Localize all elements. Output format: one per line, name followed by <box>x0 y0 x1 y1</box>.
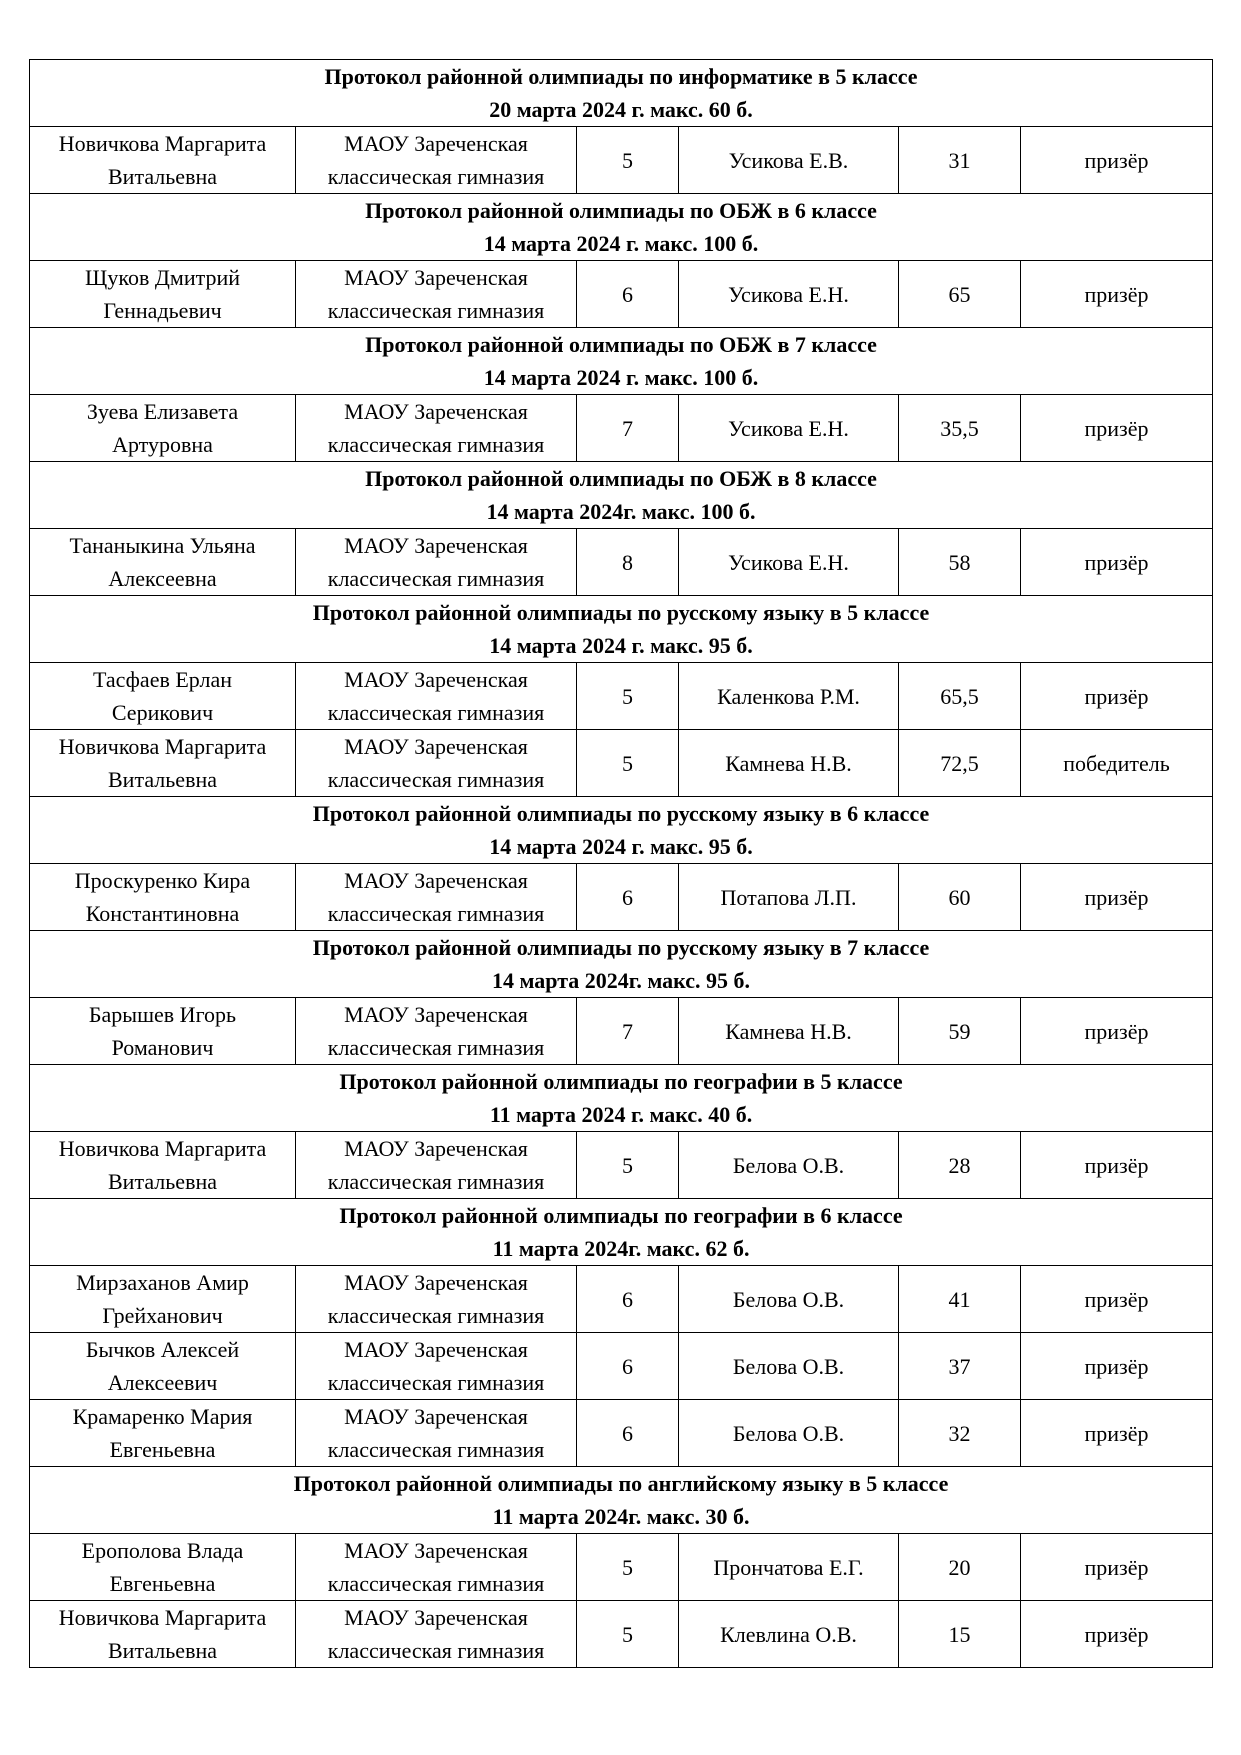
teacher-cell: Клевлина О.В. <box>679 1601 899 1668</box>
participant-row <box>30 998 1213 1065</box>
teacher-cell: Усикова Е.Н. <box>679 261 899 328</box>
grade-cell: 5 <box>577 1132 679 1199</box>
teacher-cell: Прончатова Е.Г. <box>679 1534 899 1601</box>
participant-row <box>30 1333 1213 1400</box>
participant-name <box>30 663 296 730</box>
participant-name <box>30 864 296 931</box>
teacher-cell: Белова О.В. <box>679 1333 899 1400</box>
section-title: Протокол районной олимпиады по английскому языку в 5 классе <box>293 1471 949 1496</box>
school-name <box>296 998 577 1065</box>
participant-name <box>30 127 296 194</box>
school-name-line-1: МАОУ Зареченская <box>344 1136 528 1161</box>
school-name-line-1: МАОУ Зареченская <box>344 131 528 156</box>
participant-surname-name: Бычков Алексей <box>85 1337 240 1362</box>
status-cell: призёр <box>1021 1534 1213 1601</box>
participant-surname-name: Зуева Елизавета <box>86 399 239 424</box>
score-cell: 65 <box>899 261 1021 328</box>
grade-cell: 5 <box>577 730 679 797</box>
section-subtitle: 11 марта 2024 г. макс. 40 б. <box>489 1102 753 1127</box>
score-cell: 35,5 <box>899 395 1021 462</box>
section-header <box>30 1199 1213 1266</box>
grade-cell: 6 <box>577 864 679 931</box>
participant-patronymic: Алексеевич <box>107 1370 218 1395</box>
status-cell: призёр <box>1021 127 1213 194</box>
status-cell: призёр <box>1021 395 1213 462</box>
school-name-line-2: классическая гимназия <box>327 164 545 189</box>
score-cell: 60 <box>899 864 1021 931</box>
section-header-row <box>30 194 1213 261</box>
school-name <box>296 395 577 462</box>
participant-surname-name: Новичкова Маргарита <box>58 1605 267 1630</box>
section-title: Протокол районной олимпиады по ОБЖ в 6 классе <box>365 198 877 223</box>
participant-patronymic: Евгеньевна <box>109 1437 216 1462</box>
participant-name <box>30 730 296 797</box>
section-subtitle: 14 марта 2024 г. макс. 95 б. <box>489 633 753 658</box>
participant-surname-name: Новичкова Маргарита <box>58 131 267 156</box>
section-header <box>30 1065 1213 1132</box>
school-name-line-2: классическая гимназия <box>327 432 545 457</box>
school-name <box>296 1266 577 1333</box>
section-header-row <box>30 328 1213 395</box>
section-title: Протокол районной олимпиады по географии в 6 классе <box>339 1203 903 1228</box>
score-cell: 20 <box>899 1534 1021 1601</box>
participant-row <box>30 395 1213 462</box>
section-subtitle: 20 марта 2024 г. макс. 60 б. <box>489 97 753 122</box>
teacher-cell: Камнева Н.В. <box>679 730 899 797</box>
participant-surname-name: Крамаренко Мария <box>72 1404 253 1429</box>
section-subtitle: 14 марта 2024г. макс. 95 б. <box>491 968 751 993</box>
section-header-row <box>30 797 1213 864</box>
section-header <box>30 931 1213 998</box>
section-header-row <box>30 60 1213 127</box>
section-header <box>30 1467 1213 1534</box>
section-header-row <box>30 931 1213 998</box>
status-cell: призёр <box>1021 663 1213 730</box>
participant-name <box>30 395 296 462</box>
score-cell: 72,5 <box>899 730 1021 797</box>
section-subtitle: 11 марта 2024г. макс. 62 б. <box>492 1236 750 1261</box>
participant-name <box>30 1333 296 1400</box>
grade-cell: 6 <box>577 261 679 328</box>
participant-row <box>30 1266 1213 1333</box>
school-name <box>296 261 577 328</box>
school-name-line-1: МАОУ Зареченская <box>344 667 528 692</box>
school-name <box>296 1333 577 1400</box>
participant-name <box>30 1266 296 1333</box>
participant-row <box>30 127 1213 194</box>
participant-surname-name: Проскуренко Кира <box>74 868 251 893</box>
teacher-cell: Усикова Е.Н. <box>679 529 899 596</box>
status-cell: призёр <box>1021 529 1213 596</box>
status-cell: призёр <box>1021 1333 1213 1400</box>
participant-surname-name: Новичкова Маргарита <box>58 734 267 759</box>
teacher-cell: Белова О.В. <box>679 1266 899 1333</box>
teacher-cell: Усикова Е.В. <box>679 127 899 194</box>
participant-patronymic: Алексеевна <box>108 566 217 591</box>
section-header <box>30 596 1213 663</box>
school-name-line-1: МАОУ Зареченская <box>344 265 528 290</box>
school-name <box>296 730 577 797</box>
score-cell: 15 <box>899 1601 1021 1668</box>
status-cell: призёр <box>1021 1266 1213 1333</box>
school-name-line-2: классическая гимназия <box>327 901 545 926</box>
section-title: Протокол районной олимпиады по русскому языку в 7 классе <box>312 935 930 960</box>
score-cell: 65,5 <box>899 663 1021 730</box>
section-subtitle: 14 марта 2024 г. макс. 100 б. <box>483 365 759 390</box>
school-name-line-1: МАОУ Зареченская <box>344 1337 528 1362</box>
teacher-cell: Каленкова Р.М. <box>679 663 899 730</box>
section-header <box>30 797 1213 864</box>
school-name-line-1: МАОУ Зареченская <box>344 734 528 759</box>
teacher-cell: Камнева Н.В. <box>679 998 899 1065</box>
grade-cell: 7 <box>577 395 679 462</box>
participant-patronymic: Константиновна <box>85 901 240 926</box>
school-name-line-2: классическая гимназия <box>327 767 545 792</box>
participant-row <box>30 730 1213 797</box>
school-name <box>296 1400 577 1467</box>
participant-surname-name: Тасфаев Ерлан <box>92 667 233 692</box>
section-header-row <box>30 1065 1213 1132</box>
school-name <box>296 529 577 596</box>
school-name-line-2: классическая гимназия <box>327 298 545 323</box>
participant-name <box>30 1534 296 1601</box>
participant-row <box>30 663 1213 730</box>
school-name <box>296 1601 577 1668</box>
school-name-line-2: классическая гимназия <box>327 1571 545 1596</box>
section-title: Протокол районной олимпиады по русскому языку в 6 классе <box>312 801 930 826</box>
school-name-line-1: МАОУ Зареченская <box>344 1404 528 1429</box>
participant-row <box>30 1601 1213 1668</box>
section-header-row <box>30 462 1213 529</box>
grade-cell: 5 <box>577 127 679 194</box>
section-header-row <box>30 1467 1213 1534</box>
participant-row <box>30 1400 1213 1467</box>
status-cell: призёр <box>1021 1132 1213 1199</box>
grade-cell: 6 <box>577 1400 679 1467</box>
school-name-line-2: классическая гимназия <box>327 1169 545 1194</box>
participant-patronymic: Романович <box>111 1035 214 1060</box>
score-cell: 59 <box>899 998 1021 1065</box>
participant-patronymic: Витальевна <box>108 767 217 792</box>
school-name-line-1: МАОУ Зареченская <box>344 1538 528 1563</box>
olympiad-protocol-table <box>29 59 1213 1668</box>
section-header <box>30 60 1213 127</box>
section-header <box>30 328 1213 395</box>
section-header <box>30 194 1213 261</box>
section-subtitle: 14 марта 2024 г. макс. 100 б. <box>483 231 759 256</box>
score-cell: 58 <box>899 529 1021 596</box>
teacher-cell: Белова О.В. <box>679 1400 899 1467</box>
school-name-line-2: классическая гимназия <box>327 1370 545 1395</box>
status-cell: призёр <box>1021 261 1213 328</box>
participant-surname-name: Ерополова Влада <box>81 1538 244 1563</box>
participant-patronymic: Евгеньевна <box>109 1571 216 1596</box>
section-subtitle: 14 марта 2024г. макс. 100 б. <box>486 499 756 524</box>
participant-patronymic: Артуровна <box>112 432 213 457</box>
school-name-line-2: классическая гимназия <box>327 566 545 591</box>
school-name <box>296 127 577 194</box>
school-name-line-2: классическая гимназия <box>327 700 545 725</box>
participant-row <box>30 261 1213 328</box>
status-cell: призёр <box>1021 998 1213 1065</box>
participant-patronymic: Витальевна <box>108 164 217 189</box>
participant-row <box>30 1132 1213 1199</box>
section-title: Протокол районной олимпиады по ОБЖ в 8 классе <box>365 466 877 491</box>
participant-surname-name: Новичкова Маргарита <box>58 1136 267 1161</box>
school-name <box>296 1534 577 1601</box>
teacher-cell: Усикова Е.Н. <box>679 395 899 462</box>
status-cell: призёр <box>1021 864 1213 931</box>
participant-patronymic: Витальевна <box>108 1169 217 1194</box>
school-name <box>296 1132 577 1199</box>
grade-cell: 5 <box>577 663 679 730</box>
score-cell: 37 <box>899 1333 1021 1400</box>
school-name-line-1: МАОУ Зареченская <box>344 399 528 424</box>
school-name-line-2: классическая гимназия <box>327 1303 545 1328</box>
grade-cell: 5 <box>577 1534 679 1601</box>
section-header-row <box>30 596 1213 663</box>
participant-surname-name: Тананыкина Ульяна <box>69 533 256 558</box>
section-header <box>30 462 1213 529</box>
score-cell: 32 <box>899 1400 1021 1467</box>
participant-patronymic: Витальевна <box>108 1638 217 1663</box>
status-cell: победитель <box>1021 730 1213 797</box>
participant-name <box>30 261 296 328</box>
school-name-line-1: МАОУ Зареченская <box>344 533 528 558</box>
teacher-cell: Потапова Л.П. <box>679 864 899 931</box>
school-name-line-1: МАОУ Зареченская <box>344 1002 528 1027</box>
participant-surname-name: Мирзаханов Амир <box>76 1270 249 1295</box>
grade-cell: 6 <box>577 1266 679 1333</box>
score-cell: 31 <box>899 127 1021 194</box>
status-cell: призёр <box>1021 1601 1213 1668</box>
status-cell: призёр <box>1021 1400 1213 1467</box>
score-cell: 28 <box>899 1132 1021 1199</box>
participant-name <box>30 1400 296 1467</box>
participant-name <box>30 1132 296 1199</box>
section-subtitle: 14 марта 2024 г. макс. 95 б. <box>489 834 753 859</box>
school-name-line-1: МАОУ Зареченская <box>344 1605 528 1630</box>
score-cell: 41 <box>899 1266 1021 1333</box>
participant-row <box>30 529 1213 596</box>
grade-cell: 5 <box>577 1601 679 1668</box>
school-name-line-1: МАОУ Зареченская <box>344 1270 528 1295</box>
section-subtitle: 11 марта 2024г. макс. 30 б. <box>492 1504 750 1529</box>
school-name-line-1: МАОУ Зареченская <box>344 868 528 893</box>
participant-patronymic: Геннадьевич <box>103 298 222 323</box>
section-title: Протокол районной олимпиады по информатике в 5 классе <box>324 64 918 89</box>
grade-cell: 7 <box>577 998 679 1065</box>
grade-cell: 8 <box>577 529 679 596</box>
school-name-line-2: классическая гимназия <box>327 1437 545 1462</box>
section-header-row <box>30 1199 1213 1266</box>
teacher-cell: Белова О.В. <box>679 1132 899 1199</box>
school-name-line-2: классическая гимназия <box>327 1638 545 1663</box>
school-name-line-2: классическая гимназия <box>327 1035 545 1060</box>
participant-surname-name: Барышев Игорь <box>88 1002 237 1027</box>
protocol-table-body <box>30 60 1213 1668</box>
participant-name <box>30 998 296 1065</box>
participant-patronymic: Серикович <box>111 700 214 725</box>
participant-name <box>30 529 296 596</box>
grade-cell: 6 <box>577 1333 679 1400</box>
school-name <box>296 864 577 931</box>
participant-row <box>30 864 1213 931</box>
participant-surname-name: Щуков Дмитрий <box>84 265 241 290</box>
section-title: Протокол районной олимпиады по географии в 5 классе <box>339 1069 903 1094</box>
participant-row <box>30 1534 1213 1601</box>
school-name <box>296 663 577 730</box>
participant-name <box>30 1601 296 1668</box>
participant-patronymic: Грейханович <box>102 1303 223 1328</box>
section-title: Протокол районной олимпиады по русскому языку в 5 классе <box>312 600 930 625</box>
section-title: Протокол районной олимпиады по ОБЖ в 7 классе <box>365 332 877 357</box>
